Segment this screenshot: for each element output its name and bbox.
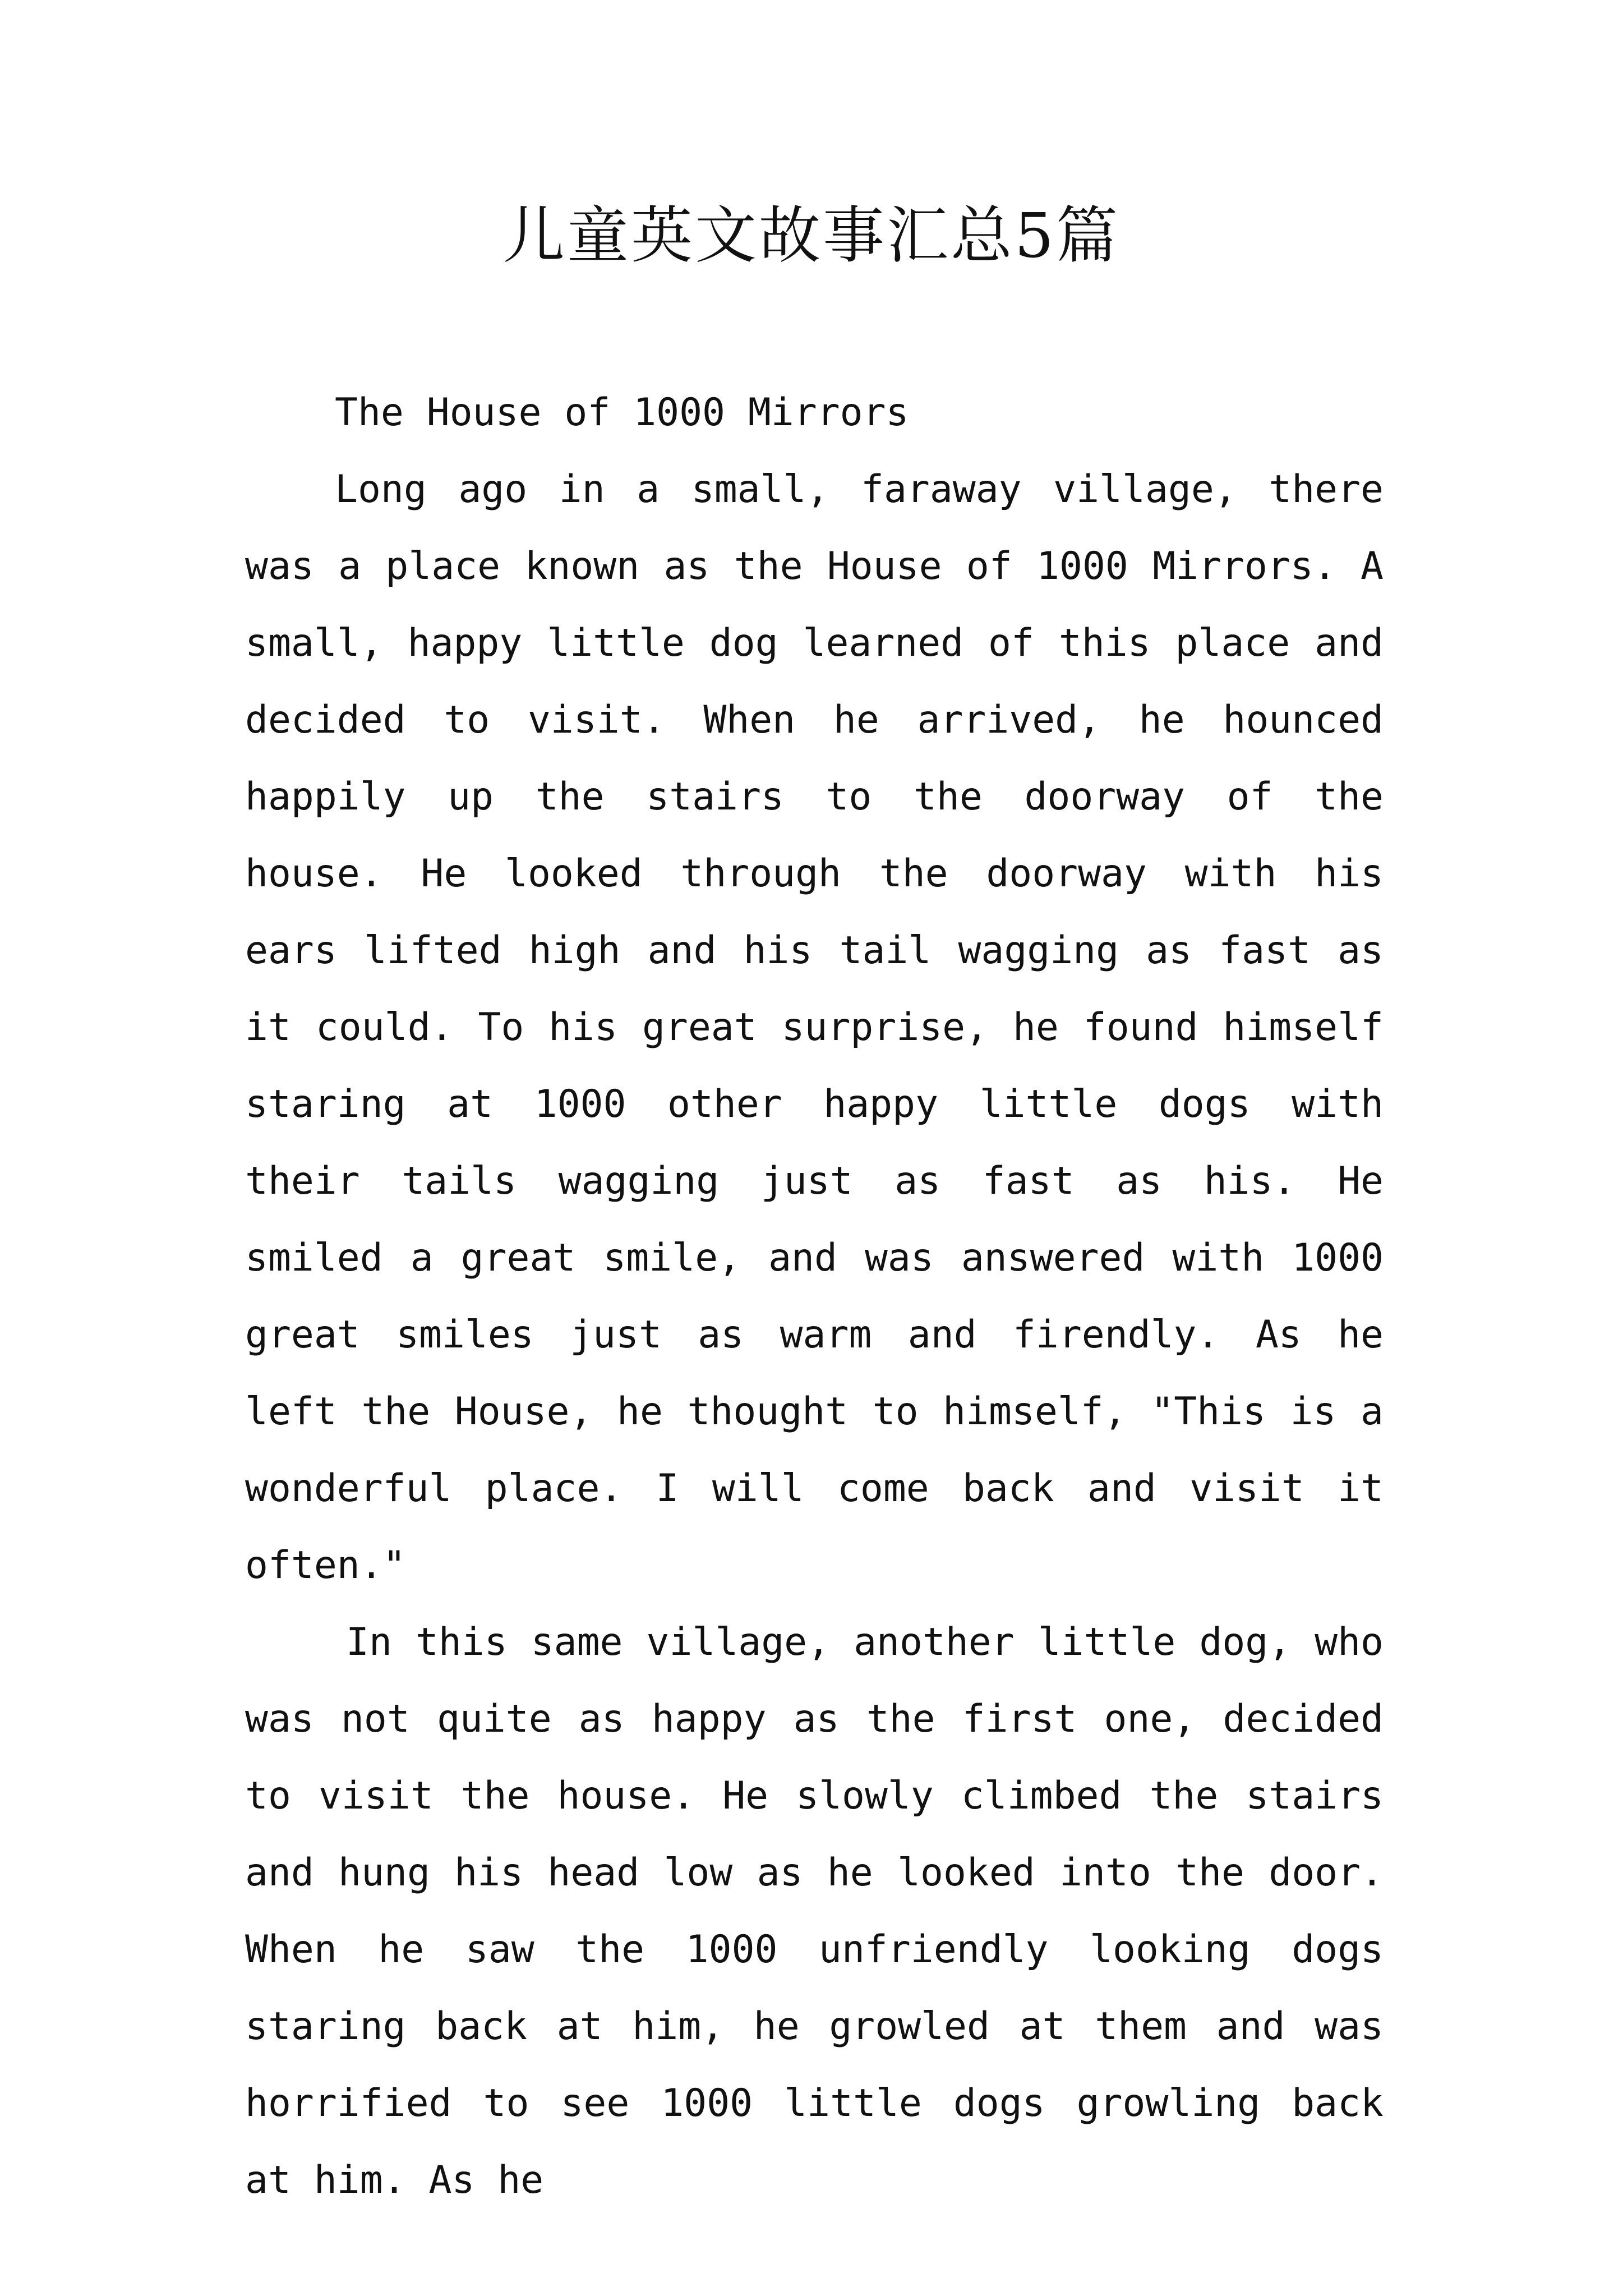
paragraph: In this same village, another little dog, who was not quite as happy as the first one, decided to visit the house. He slowly climbed the stairs and hung his head low as he looked into the door. When he saw the 1000 unfriendly looking dogs staring back at him, he growled at them and was horrified to see 1000 little dogs growling back at him. As he — [245, 1620, 1384, 2202]
paragraph: Long ago in a small, faraway village, there was a place known as the House of 1000 Mirrors. A small, happy little dog learned of this place and decided to visit. When he arrived, he hounced happily up the stairs to the doorway of the house. He looked through the doorway with his ears lifted high and his tail wagging as fast as it could. To his great surprise, he found himself staring at 1000 other happy little dogs with their tails wagging just as fast as his. He smiled a great smile, and was answered with 1000 great smiles just as warm and firendly. As he left the House, he thought to himself, "This is a wonderful place. I will come back and visit it often." — [245, 467, 1384, 1588]
document-title: 儿童英文故事汇总5篇 — [503, 200, 1120, 272]
document-body — [245, 374, 1384, 2219]
story-title: The House of 1000 Mirrors — [335, 390, 909, 435]
